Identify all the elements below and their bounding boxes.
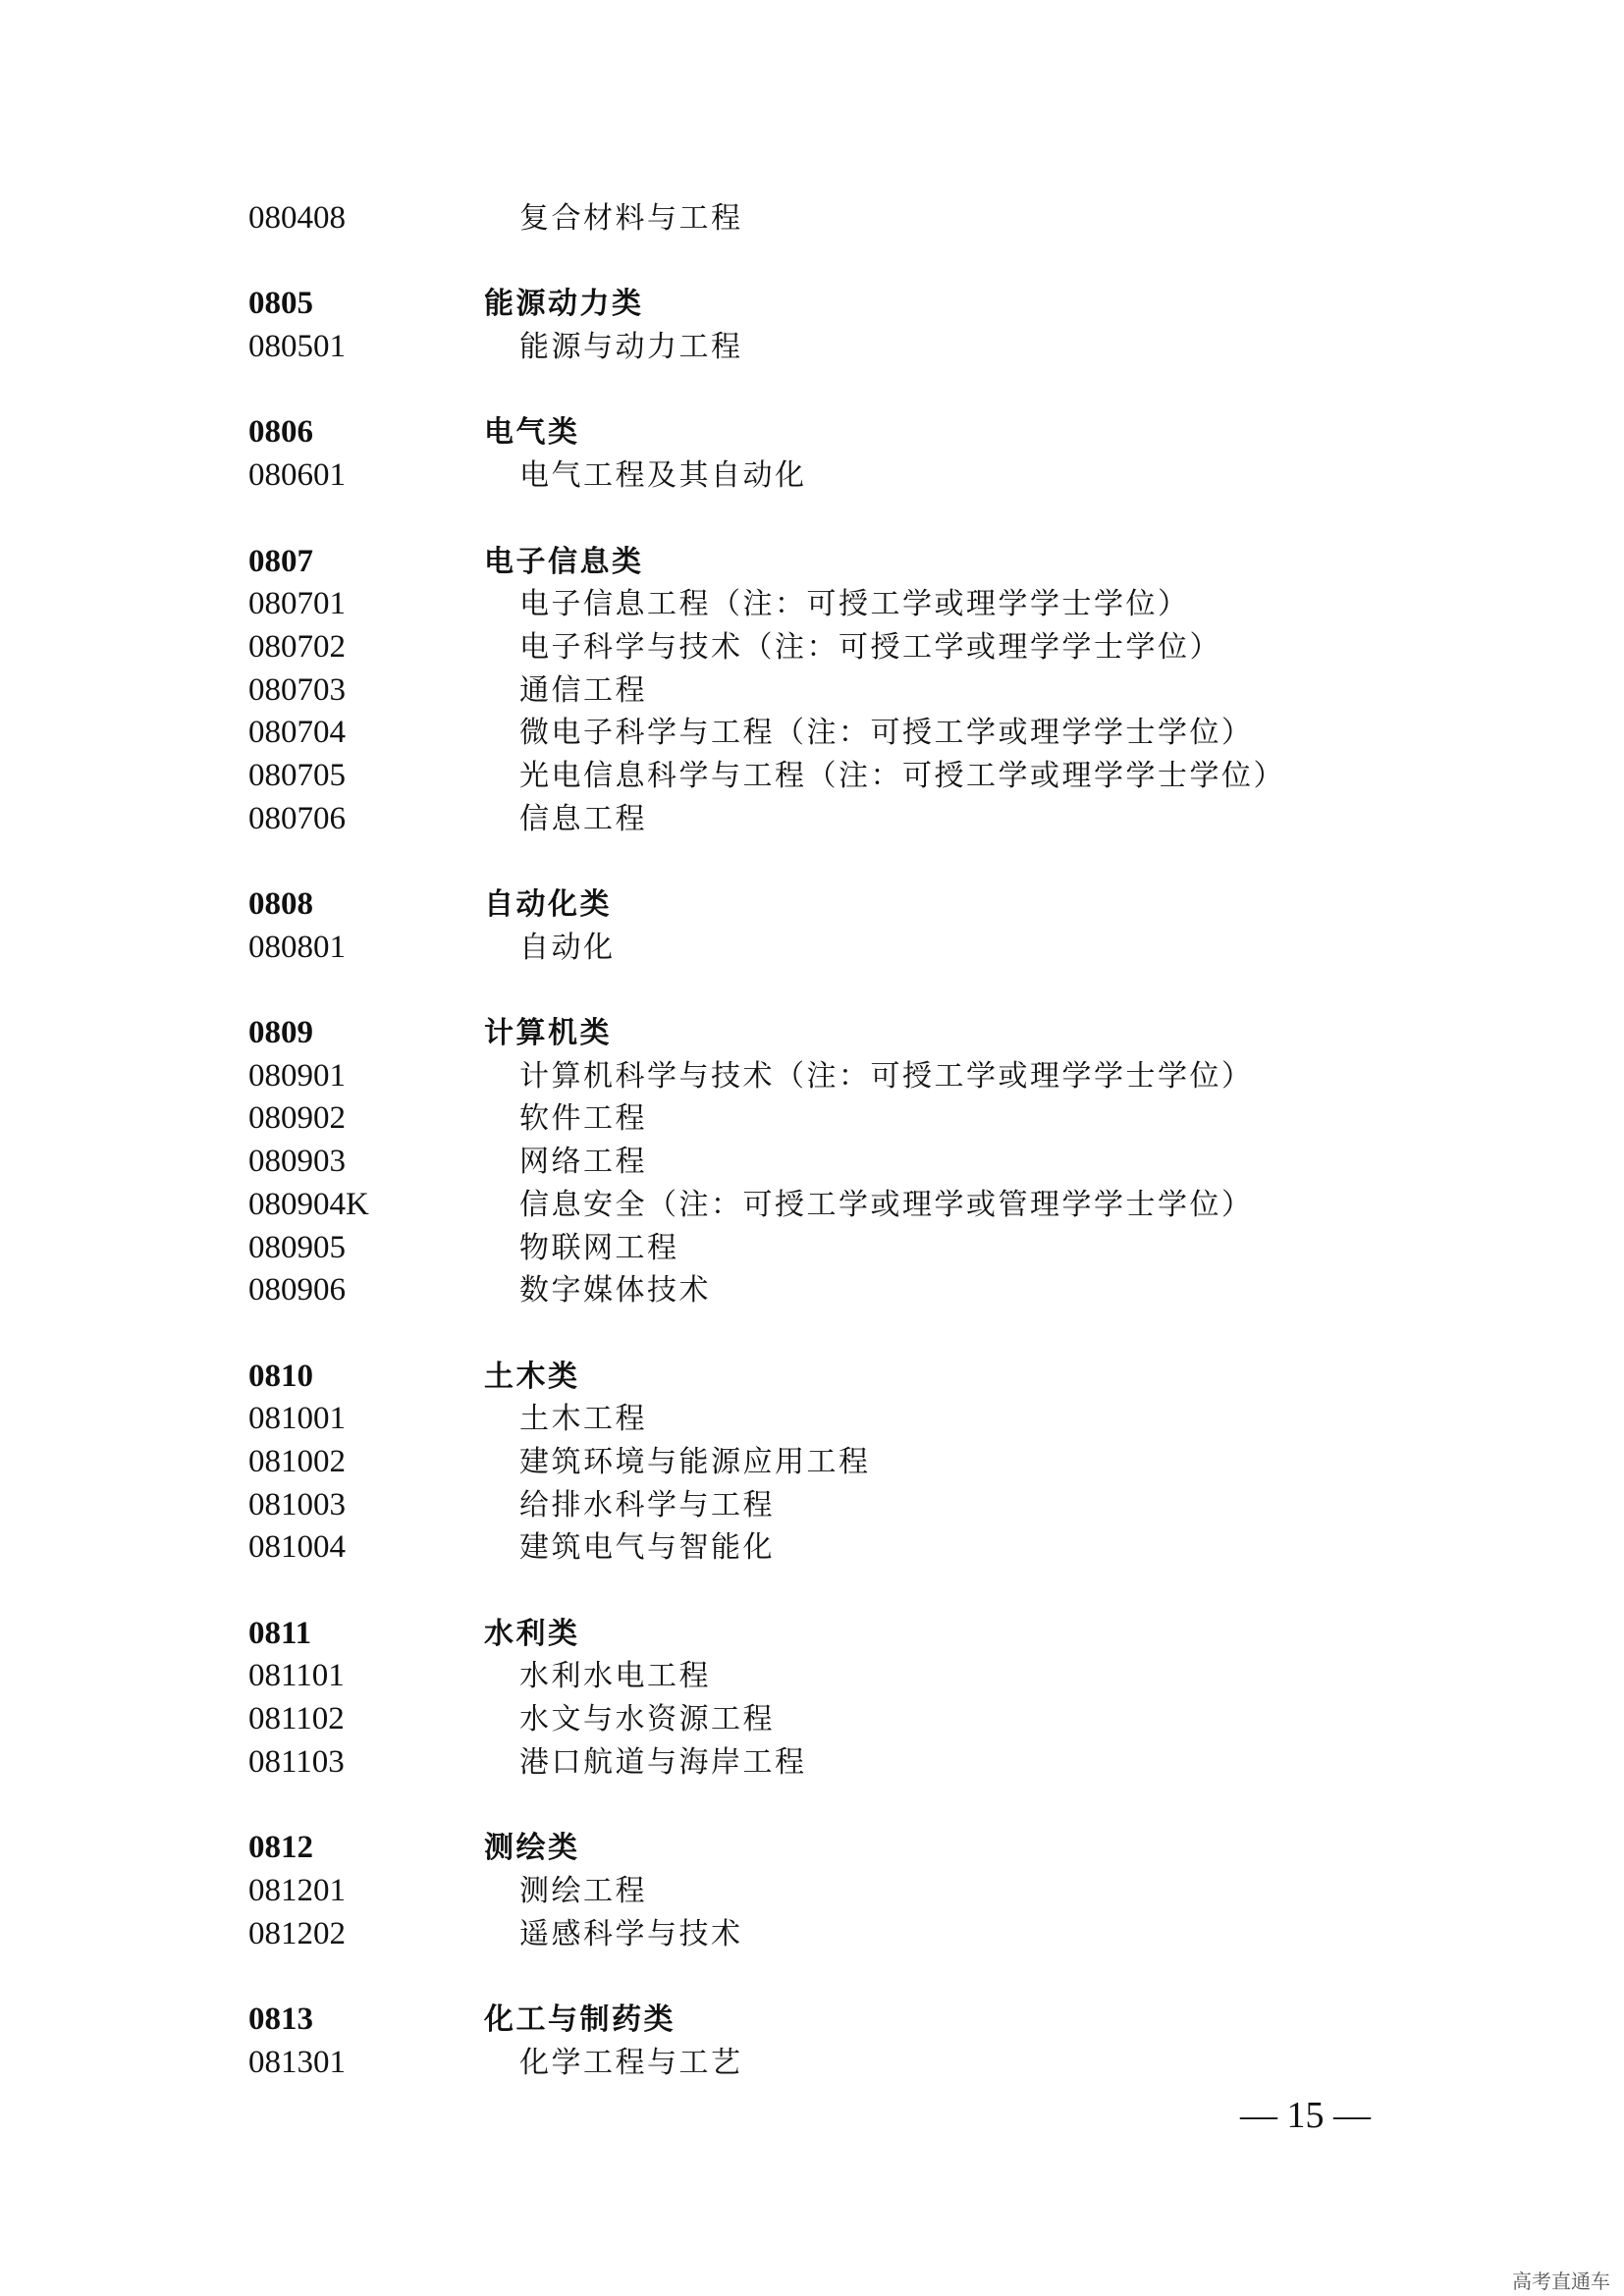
page-number: — 15 — xyxy=(1240,2095,1371,2136)
major-row xyxy=(248,927,1285,970)
category-heading xyxy=(248,411,1285,454)
major-row xyxy=(248,326,1285,369)
major-name: 能源与动力工程 xyxy=(519,330,743,365)
major-row xyxy=(248,1141,1285,1184)
major-row xyxy=(248,1398,1285,1441)
category-0813 xyxy=(248,1999,1285,2084)
major-code: 080705 xyxy=(248,757,346,793)
major-name: 通信工程 xyxy=(519,672,647,708)
major-code: 081004 xyxy=(248,1529,346,1566)
major-name: 给排水科学与工程 xyxy=(519,1487,775,1522)
major-code: 081301 xyxy=(248,2044,346,2080)
major-row xyxy=(248,626,1285,669)
major-name: 微电子科学与工程（注：可授工学或理学学士学位） xyxy=(519,716,1254,751)
category-0810 xyxy=(248,1356,1285,1570)
category-code: 0810 xyxy=(248,1358,313,1394)
major-row xyxy=(248,1484,1285,1527)
category-code: 0806 xyxy=(248,414,313,451)
major-code: 081001 xyxy=(248,1401,346,1437)
major-name: 港口航道与海岸工程 xyxy=(519,1744,807,1780)
major-code: 080903 xyxy=(248,1144,346,1180)
major-row xyxy=(248,1741,1285,1785)
major-name: 物联网工程 xyxy=(519,1230,679,1265)
major-name: 土木工程 xyxy=(519,1402,647,1437)
category-0808 xyxy=(248,883,1285,969)
category-0806 xyxy=(248,411,1285,497)
category-heading xyxy=(248,1827,1285,1870)
major-code: 080905 xyxy=(248,1229,346,1265)
major-code: 081003 xyxy=(248,1486,346,1522)
major-name: 测绘工程 xyxy=(519,1873,647,1908)
major-row xyxy=(248,1655,1285,1698)
major-row xyxy=(248,1526,1285,1570)
watermark: 高考直通车 xyxy=(1512,2269,1610,2293)
major-name: 信息安全（注：可授工学或理学或管理学学士学位） xyxy=(519,1187,1254,1222)
category-heading xyxy=(248,883,1285,927)
category-code: 0807 xyxy=(248,543,313,579)
category-code: 0813 xyxy=(248,2001,313,2037)
major-name: 自动化 xyxy=(519,930,616,965)
major-code: 080901 xyxy=(248,1057,346,1094)
major-code: 081101 xyxy=(248,1658,345,1694)
major-row xyxy=(248,454,1285,498)
category-0811 xyxy=(248,1613,1285,1785)
major-code: 081202 xyxy=(248,1915,346,1951)
major-name: 网络工程 xyxy=(519,1145,647,1180)
major-row xyxy=(248,197,1285,240)
category-code: 0808 xyxy=(248,886,313,922)
major-row xyxy=(248,669,1285,713)
major-name: 水利水电工程 xyxy=(519,1659,711,1694)
major-code: 080801 xyxy=(248,929,346,965)
major-code: 081103 xyxy=(248,1743,345,1780)
major-name: 建筑电气与智能化 xyxy=(519,1530,775,1566)
major-row xyxy=(248,712,1285,755)
major-code: 080904K xyxy=(248,1186,369,1222)
major-row xyxy=(248,1269,1285,1312)
category-heading xyxy=(248,1012,1285,1055)
major-name: 化学工程与工艺 xyxy=(519,2045,743,2080)
major-code: 080701 xyxy=(248,586,346,622)
major-code: 081002 xyxy=(248,1443,346,1479)
major-name: 电气工程及其自动化 xyxy=(519,458,807,494)
category-code: 0812 xyxy=(248,1830,313,1866)
major-code: 080702 xyxy=(248,628,346,665)
category-0809 xyxy=(248,1012,1285,1312)
major-row xyxy=(248,1870,1285,1913)
major-name: 电子信息工程（注：可授工学或理学学士学位） xyxy=(519,587,1190,622)
major-code: 080703 xyxy=(248,671,346,708)
category-name: 土木类 xyxy=(484,1359,580,1394)
category-name: 能源动力类 xyxy=(484,287,644,322)
major-name: 计算机科学与技术（注：可授工学或理学学士学位） xyxy=(519,1058,1254,1094)
category-name: 化工与制药类 xyxy=(484,2002,676,2037)
major-code: 080408 xyxy=(248,200,346,236)
major-name: 复合材料与工程 xyxy=(519,201,743,236)
major-row xyxy=(248,798,1285,841)
category-heading xyxy=(248,283,1285,326)
major-name: 信息工程 xyxy=(519,801,647,836)
major-row xyxy=(248,1698,1285,1741)
major-code: 080704 xyxy=(248,715,346,751)
category-name: 计算机类 xyxy=(484,1016,612,1051)
major-row xyxy=(248,1227,1285,1270)
major-code: 080601 xyxy=(248,457,346,494)
major-catalog-list xyxy=(248,197,1285,2084)
major-row xyxy=(248,1441,1285,1484)
category-code: 0809 xyxy=(248,1015,313,1051)
major-name: 数字媒体技术 xyxy=(519,1273,711,1308)
category-0807 xyxy=(248,541,1285,841)
category-code: 0811 xyxy=(248,1615,312,1651)
major-row xyxy=(248,583,1285,626)
major-row xyxy=(248,1184,1285,1227)
category-name: 电气类 xyxy=(484,415,580,451)
category-0805 xyxy=(248,283,1285,368)
category-0812 xyxy=(248,1827,1285,1955)
major-row xyxy=(248,1097,1285,1141)
major-code: 081201 xyxy=(248,1872,346,1908)
major-name: 电子科学与技术（注：可授工学或理学学士学位） xyxy=(519,629,1221,665)
major-row xyxy=(248,1913,1285,1956)
major-code: 080906 xyxy=(248,1272,346,1308)
major-row xyxy=(248,1055,1285,1098)
major-row xyxy=(248,755,1285,798)
major-name: 遥感科学与技术 xyxy=(519,1916,743,1951)
major-name: 软件工程 xyxy=(519,1101,647,1137)
major-code: 080706 xyxy=(248,800,346,836)
major-name: 水文与水资源工程 xyxy=(519,1702,775,1737)
category-name: 水利类 xyxy=(484,1616,580,1651)
category-heading xyxy=(248,1613,1285,1656)
major-code: 080501 xyxy=(248,329,346,365)
category-name: 测绘类 xyxy=(484,1831,580,1866)
major-code: 081102 xyxy=(248,1701,345,1737)
category-heading xyxy=(248,1356,1285,1399)
major-name: 光电信息科学与工程（注：可授工学或理学学士学位） xyxy=(519,758,1285,793)
major-name: 建筑环境与能源应用工程 xyxy=(519,1444,871,1479)
category-name: 自动化类 xyxy=(484,887,612,922)
category-heading xyxy=(248,541,1285,584)
major-row xyxy=(248,2042,1285,2085)
category-code: 0805 xyxy=(248,286,313,322)
category-name: 电子信息类 xyxy=(484,544,644,579)
major-code: 080902 xyxy=(248,1100,346,1137)
category-heading xyxy=(248,1999,1285,2042)
